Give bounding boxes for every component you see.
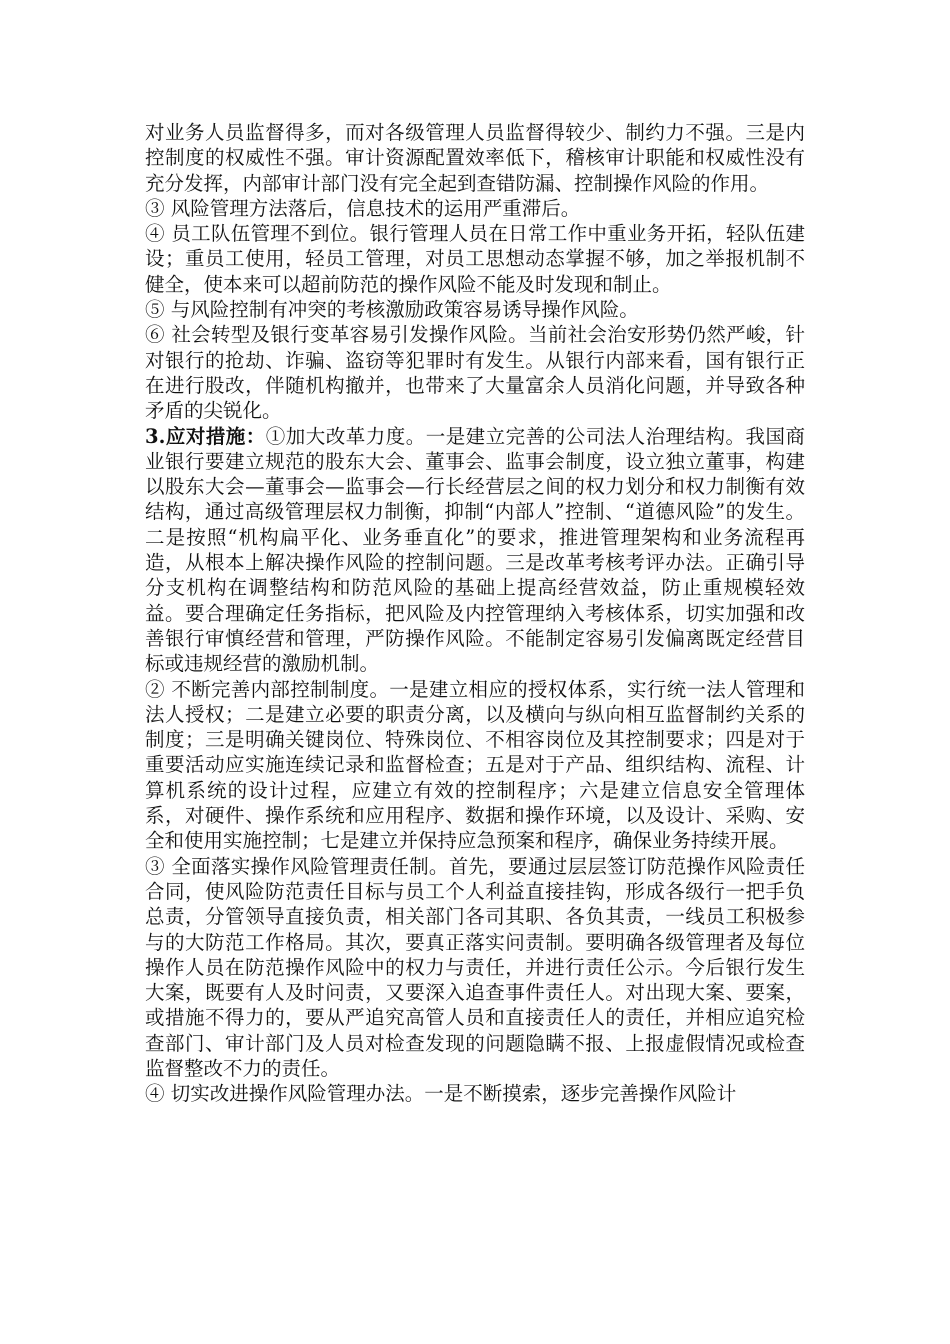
paragraph-internal-control-system [145,677,805,854]
paragraph-staff-management [145,221,805,297]
paragraph-incentive-policy [145,297,805,322]
paragraph-risk-methods [145,196,805,221]
paragraph-management-methods [145,1081,805,1106]
paragraph-text: ④ 切实改进操作风险管理办法。一是不断摸索，逐步完善操作风险计 [145,1082,737,1106]
paragraph-text: ⑥ 社会转型及银行变革容易引发操作风险。当前社会治安形势仍然严峻，针对银行的抢劫、诈骗、盗窃等犯罪时有发生。从银行内部来看，国有银行正在进行股改，伴随机构撤并，也带来了大量富余人员消化问题，并导致各种矛盾的尖锐化。 [145,323,805,423]
paragraph-countermeasures [145,424,805,677]
paragraph-text: ② 不断完善内部控制制度。一是建立相应的授权体系，实行统一法人管理和法人授权；二是建立必要的职责分离，以及横向与纵向相互监督制约关系的制度；三是明确关键岗位、特殊岗位、不相容岗位及其控制要求；四是对于重要活动应实施连续记录和监督检查；五是对于产品、组织结构、流程、计算机系统的设计过程，应建立有效的控制程序；六是建立信息安全管理体系，对硬件、操作系统和应用程序、数据和操作环境，以及设计、采购、安全和使用实施控制；七是建立并保持应急预案和程序，确保业务持续开展。 [145,677,805,853]
document-page [145,120,805,1107]
paragraph-text: ⑤ 与风险控制有冲突的考核激励政策容易诱导操作风险。 [145,298,639,322]
paragraph-text: ④ 员工队伍管理不到位。银行管理人员在日常工作中重业务开拓，轻队伍建设；重员工使用，轻员工管理，对员工思想动态掌握不够，加之举报机制不健全，使本来可以超前防范的操作风险不能及时发现和制止。 [145,222,805,296]
paragraph-social-transition [145,322,805,423]
section-heading: 3.应对措施： [145,424,266,448]
paragraph-responsibility-system [145,854,805,1082]
paragraph-text: ③ 风险管理方法落后，信息技术的运用严重滞后。 [145,196,581,220]
paragraph-text: 对业务人员监督得多，而对各级管理人员监督得较少、制约力不强。三是内控制度的权威性不强。审计资源配置效率低下，稽核审计职能和权威性没有充分发挥，内部审计部门没有完全起到查错防漏、控制操作风险的作用。 [145,121,805,195]
paragraph-text: ①加大改革力度。一是建立完善的公司法人治理结构。我国商业银行要建立规范的股东大会、董事会、监事会制度，设立独立董事，构建以股东大会—董事会—监事会—行长经营层之间的权力划分和权力制衡有效结构，通过高级管理层权力制衡，抑制“内部人”控制、“道德风险”的发生。二是按照“机构扁平化、业务垂直化”的要求，推进管理架构和业务流程再造，从根本上解决操作风险的控制问题。三是改革考核考评办法。正确引导分支机构在调整结构和防范风险的基础上提高经营效益，防止重规模轻效益。要合理确定任务指标，把风险及内控管理纳入考核体系，切实加强和改善银行审慎经营和管理，严防操作风险。不能制定容易引发偏离既定经营目标或违规经营的激励机制。 [145,424,805,676]
paragraph-text: ③ 全面落实操作风险管理责任制。首先，要通过层层签订防范操作风险责任合同，使风险防范责任目标与员工个人利益直接挂钩，形成各级行一把手负总责，分管领导直接负责，相关部门各司其职、各负其责，一线员工积极参与的大防范工作格局。其次，要真正落实问责制。要明确各级管理者及每位操作人员在防范操作风险中的权力与责任，并进行责任公示。今后银行发生大案，既要有人及时问责，又要深入追查事件责任人。对出现大案、要案，或措施不得力的，要从严追究高管人员和直接责任人的责任，并相应追究检查部门、审计部门及人员对检查发现的问题隐瞒不报、上报虚假情况或检查监督整改不力的责任。 [145,854,805,1080]
paragraph-internal-control-authority [145,120,805,196]
